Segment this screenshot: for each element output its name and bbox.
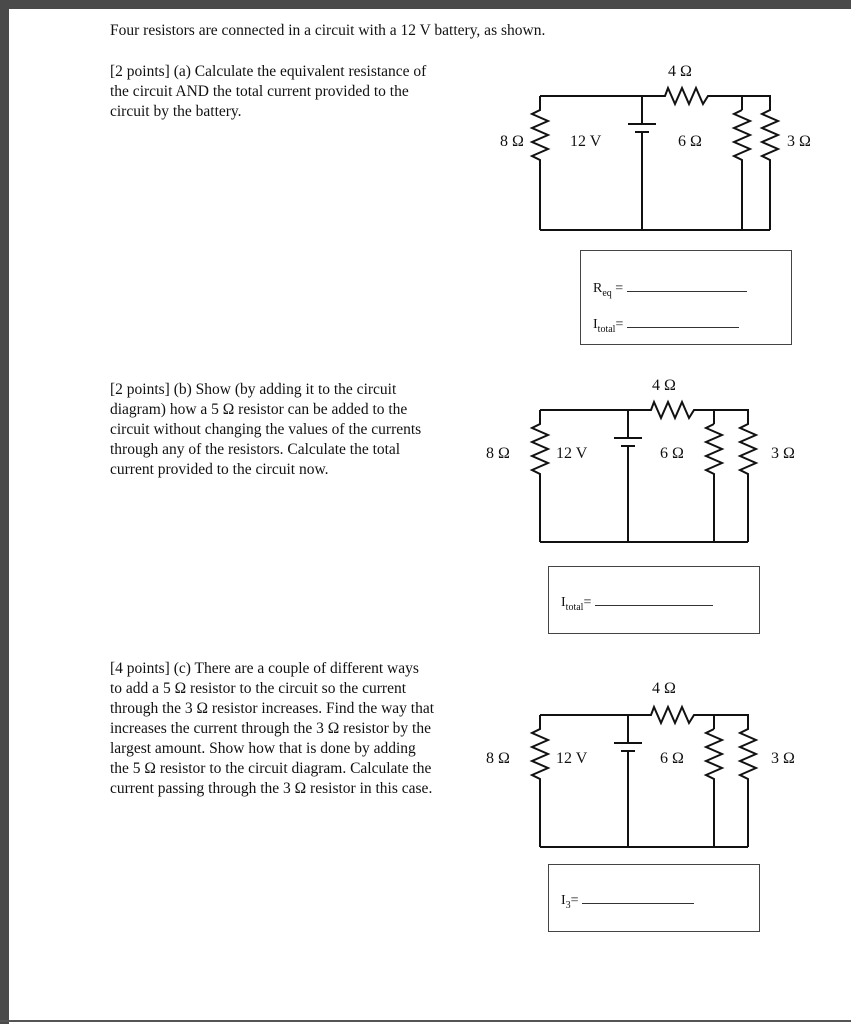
question-b-line: [2 points] (b) Show (by adding it to the circuit	[110, 381, 397, 398]
itotal-answer-line[interactable]: $I_{total}=$	[561, 595, 713, 613]
resistor-4-label: 4 Ω	[652, 377, 676, 394]
question-c-line: the 5 Ω resistor to the circuit diagram. Calculate the	[110, 760, 432, 777]
page-bottom-edge	[0, 1020, 851, 1022]
question-a-line: the circuit AND the total current provided to the	[110, 83, 409, 100]
answer-box-b[interactable]	[548, 566, 760, 634]
resistor-4-label: 4 Ω	[652, 680, 676, 697]
battery-label: 12 V	[556, 445, 588, 462]
question-c-line: current passing through the 3 Ω resistor in this case.	[110, 780, 433, 797]
resistor-8-label: 8 Ω	[500, 133, 524, 150]
answer-blank[interactable]	[627, 327, 739, 328]
resistor-8-label: 8 Ω	[486, 445, 510, 462]
question-c-line: increases the current through the 3 Ω resistor by the	[110, 720, 431, 737]
intro-text: Four resistors are connected in a circuit with a 12 V battery, as shown.	[110, 22, 546, 39]
circuit-diagram-a[interactable]	[500, 58, 840, 238]
question-c-line: largest amount. Show how that is done by adding	[110, 740, 416, 757]
resistor-3-label: 3 Ω	[771, 445, 795, 462]
circuit-diagram-c[interactable]	[486, 677, 826, 857]
resistor-8-label: 8 Ω	[486, 750, 510, 767]
question-c-line: to add a 5 Ω resistor to the circuit so the current	[110, 680, 407, 697]
i3-answer-line[interactable]: $I_3=$	[561, 893, 694, 911]
question-a-line: circuit by the battery.	[110, 103, 242, 120]
answer-blank[interactable]	[627, 291, 747, 292]
answer-blank[interactable]	[582, 903, 694, 904]
question-a-text	[110, 62, 426, 122]
question-b-text	[110, 380, 421, 480]
resistor-6-label: 6 Ω	[660, 750, 684, 767]
question-b-line: through any of the resistors. Calculate the total	[110, 441, 401, 458]
question-b-line: circuit without changing the values of the currents	[110, 421, 422, 438]
answer-box-a[interactable]	[580, 250, 792, 345]
question-c-line: through the 3 Ω resistor increases. Find the way that	[110, 700, 435, 717]
question-b-line: current provided to the circuit now.	[110, 461, 329, 478]
question-c-text	[110, 659, 434, 799]
answer-blank[interactable]	[595, 605, 713, 606]
resistor-3-label: 3 Ω	[787, 133, 811, 150]
itotal-answer-line[interactable]: $I_{total}=$	[593, 317, 739, 335]
resistor-6-label: 6 Ω	[660, 445, 684, 462]
battery-label: 12 V	[570, 133, 602, 150]
answer-box-c[interactable]	[548, 864, 760, 932]
window-left-bar	[0, 9, 9, 1024]
battery-label: 12 V	[556, 750, 588, 767]
circuit-diagram-b[interactable]	[486, 372, 826, 552]
question-b-line: diagram) how a 5 Ω resistor can be added to the	[110, 401, 408, 418]
req-answer-line[interactable]: $R_{eq}$ =	[593, 281, 747, 299]
resistor-4-label: 4 Ω	[668, 63, 692, 80]
resistor-3-label: 3 Ω	[771, 750, 795, 767]
window-top-bar	[0, 0, 851, 9]
resistor-6-label: 6 Ω	[678, 133, 702, 150]
question-c-line: [4 points] (c) There are a couple of different ways	[110, 660, 419, 677]
question-a-line: [2 points] (a) Calculate the equivalent resistance of	[110, 63, 427, 80]
